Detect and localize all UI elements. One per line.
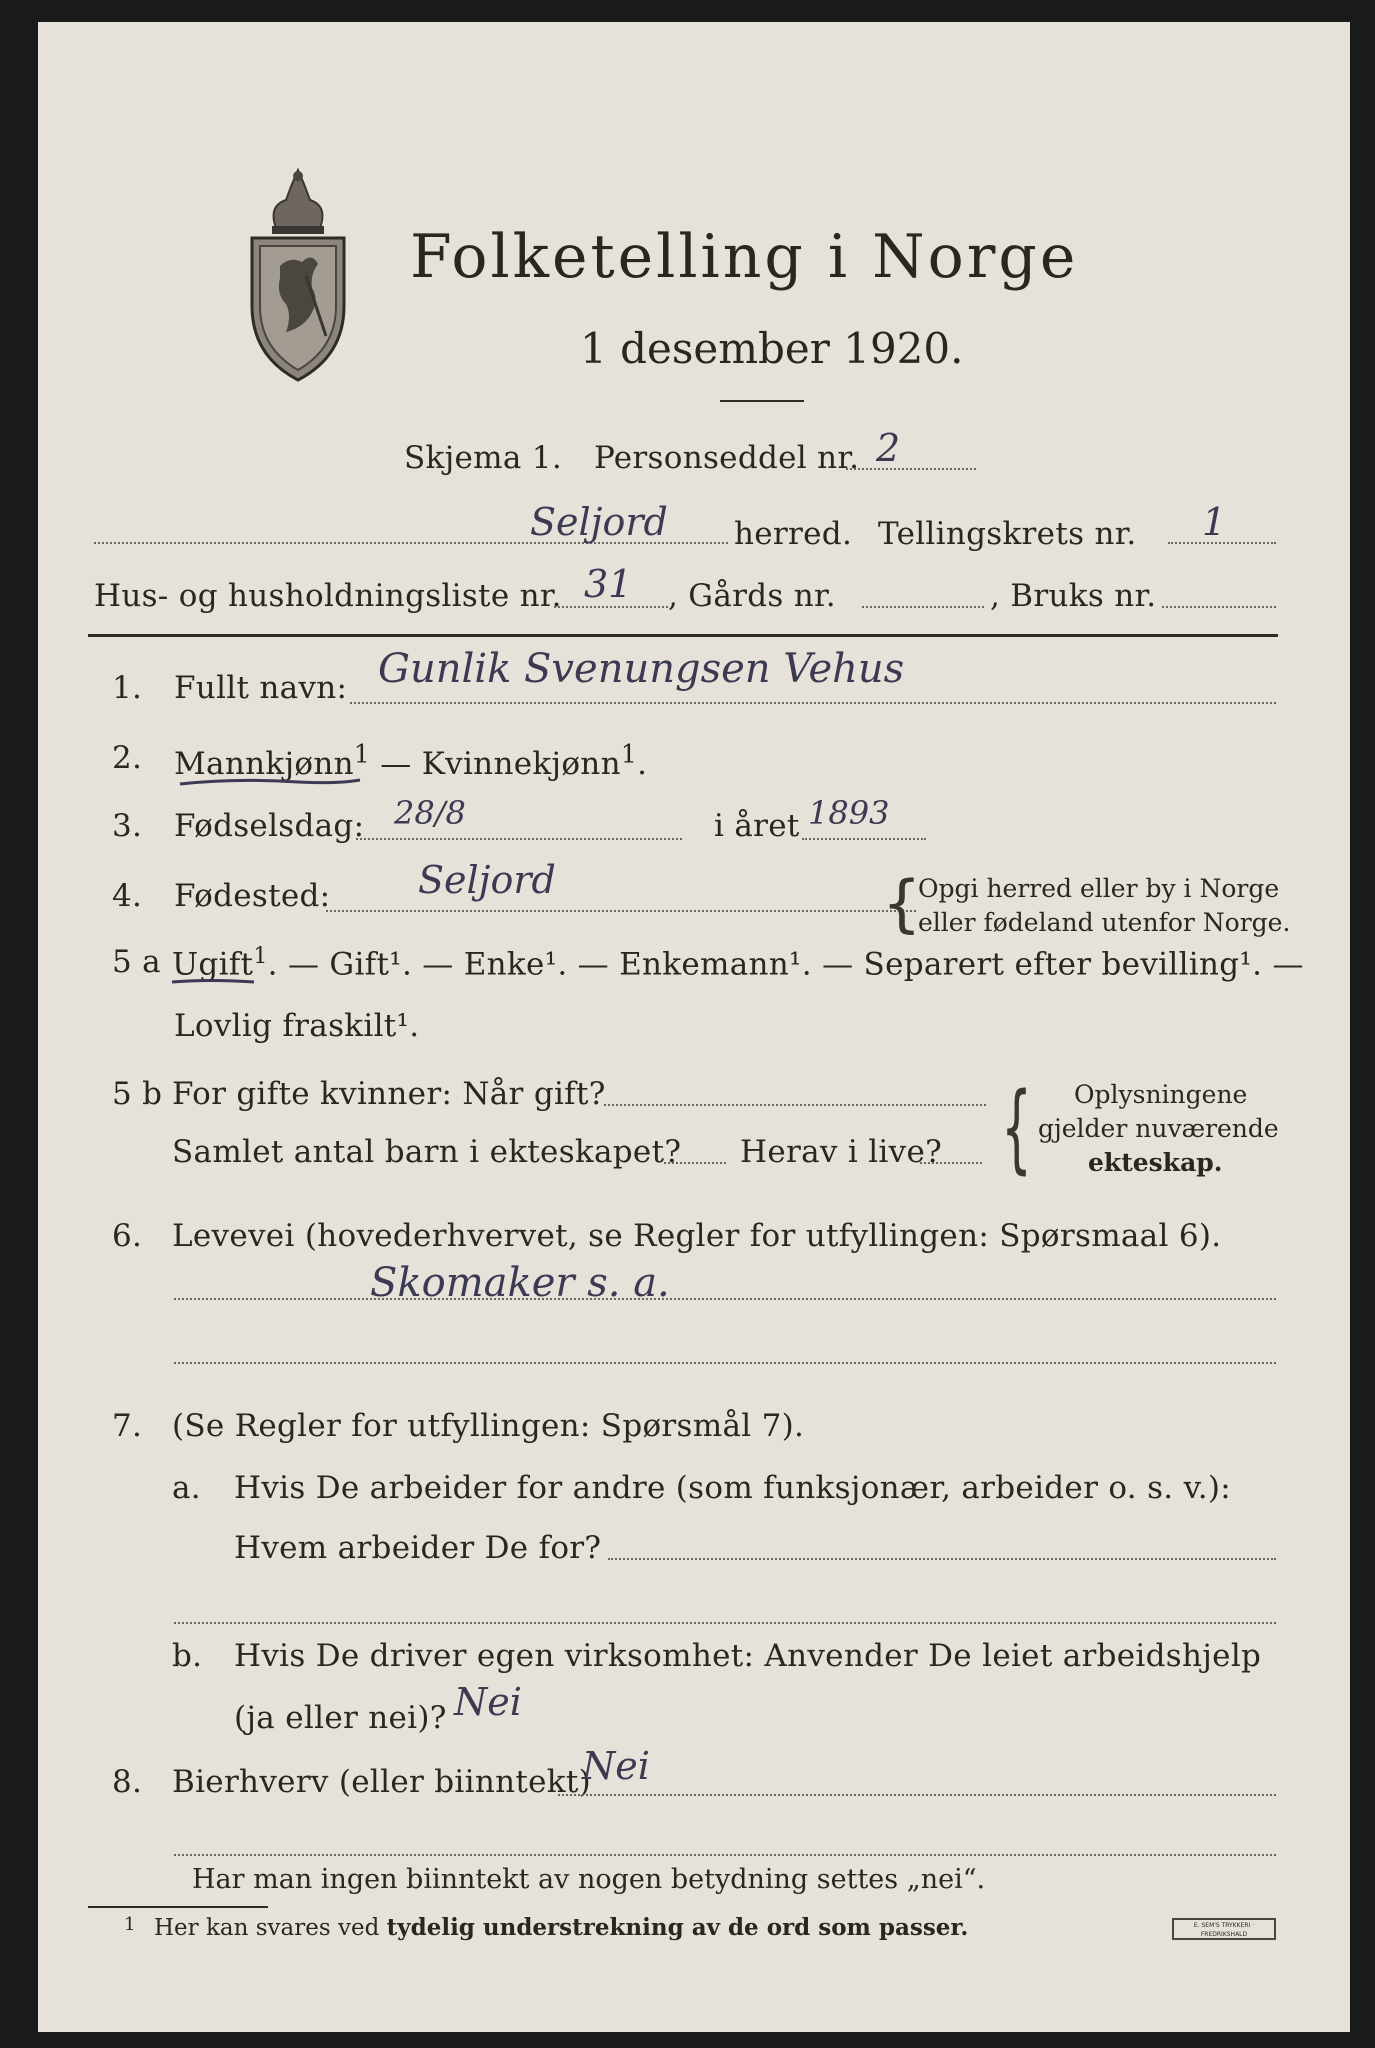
birthplace-brace: { <box>882 867 922 940</box>
gards-field[interactable] <box>862 606 984 608</box>
unmarried-underline-mark <box>170 976 256 988</box>
personseddel-label: Personseddel nr. <box>594 440 860 476</box>
employer-line-2[interactable] <box>174 1622 1276 1624</box>
married-when-field[interactable] <box>604 1104 986 1106</box>
marriage-brace: { <box>1001 1072 1032 1184</box>
alive-label: Herav i live? <box>740 1134 943 1170</box>
full-name-field[interactable]: Gunlik Svenungsen Vehus <box>378 646 905 692</box>
q7-label: (Se Regler for utfyllingen: Spørsmål 7). <box>172 1408 805 1444</box>
personseddel-line <box>846 468 976 470</box>
q5b-number: 5 b <box>112 1076 163 1112</box>
occupation-line-2[interactable] <box>174 1362 1276 1364</box>
children-label: Samlet antal barn i ekteskapet? <box>172 1134 682 1170</box>
tellingskrets-field[interactable]: 1 <box>1202 500 1227 544</box>
divorced-option[interactable]: Lovlig fraskilt¹. <box>174 1008 420 1044</box>
form-title: Folketelling i Norge <box>410 222 1079 292</box>
census-form <box>38 22 1350 2032</box>
hus-field[interactable]: 31 <box>584 562 633 606</box>
q8-label: Bierhverv (eller biinntekt) <box>172 1764 592 1800</box>
q4-number: 4. <box>112 878 143 914</box>
marriage-note-2: gjelder nuværende <box>1038 1114 1279 1143</box>
marital-status-options <box>172 944 1304 982</box>
married-when-label: For gifte kvinner: Når gift? <box>172 1076 606 1112</box>
occupation-line-1 <box>174 1298 1276 1300</box>
q2-number: 2. <box>112 740 143 776</box>
q7-number: 7. <box>112 1408 143 1444</box>
footnote-mark: 1 <box>124 1914 136 1935</box>
employer-field[interactable] <box>608 1558 1276 1560</box>
footnote-text: Her kan svares ved tydelig understrekning av de ord som passer. <box>154 1914 969 1941</box>
birth-year-field[interactable]: 1893 <box>808 794 890 832</box>
occupation-field[interactable]: Skomaker s. a. <box>370 1260 670 1306</box>
tellingskrets-label: Tellingskrets nr. <box>878 516 1137 552</box>
hus-line <box>554 606 668 608</box>
census-date: 1 desember 1920. <box>580 324 964 373</box>
side-income-line <box>558 1794 1276 1796</box>
alive-field[interactable] <box>920 1162 982 1164</box>
birthplace-field[interactable]: Seljord <box>418 858 556 902</box>
header-divider <box>88 634 1278 637</box>
birthplace-note-2: eller fødeland utenfor Norge. <box>918 908 1291 937</box>
personseddel-field[interactable]: 2 <box>876 426 901 470</box>
q7a-text: Hvis De arbeider for andre (som funksjonær, arbeider o. s. v.): <box>234 1470 1232 1506</box>
q1-number: 1. <box>112 670 143 706</box>
title-divider <box>720 400 804 402</box>
male-underline-mark <box>178 774 362 792</box>
bruks-field[interactable] <box>1162 606 1276 608</box>
marriage-note-1: Oplysningene <box>1074 1080 1248 1109</box>
side-income-line-2[interactable] <box>174 1854 1276 1856</box>
option-female[interactable]: — Kvinnekjønn$^1$. <box>380 740 648 783</box>
herred-field[interactable]: Seljord <box>530 500 668 544</box>
skjema-label: Skjema 1. <box>404 440 562 476</box>
gards-label: , Gårds nr. <box>668 578 836 614</box>
herred-label: herred. <box>734 516 853 552</box>
year-label: i året <box>714 808 800 844</box>
hired-help-field[interactable]: Nei <box>454 1680 522 1724</box>
coat-of-arms-icon <box>246 166 350 384</box>
hus-label: Hus- og husholdningsliste nr. <box>94 578 562 614</box>
q1-label: Fullt navn: <box>174 670 348 706</box>
side-income-field[interactable]: Nei <box>582 1744 650 1788</box>
q8-number: 8. <box>112 1764 143 1800</box>
ugift-footnote: 1 <box>253 944 268 969</box>
q6-number: 6. <box>112 1218 143 1254</box>
birthday-field[interactable]: 28/8 <box>394 794 466 832</box>
year-line <box>802 838 926 840</box>
marriage-note-3: ekteskap. <box>1088 1148 1223 1177</box>
q3-label: Fødselsdag: <box>174 808 365 844</box>
footnote-divider <box>88 1906 268 1908</box>
birthplace-line <box>326 910 916 912</box>
q7b-text: Hvis De driver egen virksomhet: Anvender De leiet arbeidshjelp <box>234 1638 1262 1674</box>
bruks-label: , Bruks nr. <box>990 578 1157 614</box>
children-field[interactable] <box>664 1162 726 1164</box>
q7a-number: a. <box>172 1470 201 1506</box>
q4-label: Fødested: <box>174 878 331 914</box>
marital-options-rest: . — Gift¹. — Enke¹. — Enkemann¹. — Separert efter bevilling¹. — <box>267 946 1304 983</box>
birthplace-note-1: Opgi herred eller by i Norge <box>918 874 1280 903</box>
option-male[interactable]: Mannkjønn$^1$ <box>174 740 371 783</box>
side-income-note: Har man ingen biinntekt av nogen betydning settes „nei“. <box>192 1864 986 1895</box>
q6-label: Levevei (hovederhvervet, se Regler for utfyllingen: Spørsmaal 6). <box>172 1218 1222 1254</box>
q7b-question: (ja eller nei)? <box>234 1700 447 1736</box>
q7a-question: Hvem arbeider De for? <box>234 1530 602 1566</box>
q7b-number: b. <box>172 1638 203 1674</box>
q5a-number: 5 a <box>112 944 161 980</box>
option-unmarried[interactable]: Ugift <box>172 946 254 983</box>
birthday-line <box>356 838 682 840</box>
q3-number: 3. <box>112 808 143 844</box>
printer-stamp: E. SEM'S TRYKKERI · FREDRIKSHALD <box>1172 1918 1276 1940</box>
q1-line <box>350 702 1276 704</box>
